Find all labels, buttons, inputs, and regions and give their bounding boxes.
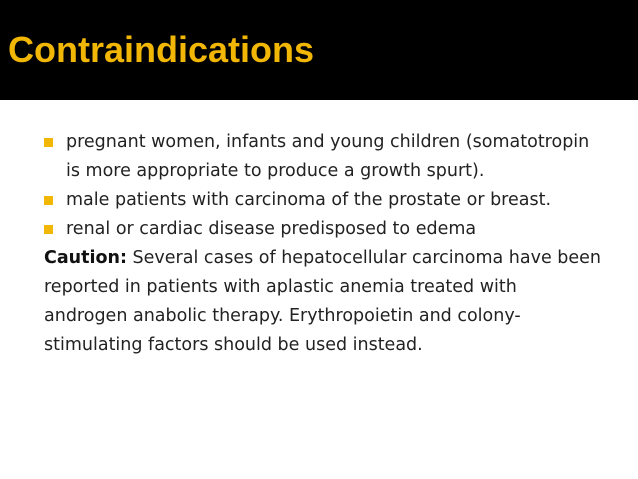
bullet-text: renal or cardiac disease predisposed to edema [66,219,477,239]
slide-title: Contraindications [8,29,315,70]
square-bullet-icon [44,196,53,205]
square-bullet-icon [44,138,53,147]
bullet-list [44,128,604,244]
slide-content [44,128,604,360]
caution-paragraph [44,244,604,360]
caution-text: Several cases of hepatocellular carcinoma have been reported in patients with aplastic anemia treated with androgen anabolic therapy. Erythropoietin and colony-stimulating factors should be used instead. [44,248,602,355]
bullet-item [44,186,604,215]
square-bullet-icon [44,225,53,234]
caution-label: Caution: [44,248,127,268]
bullet-text: pregnant women, infants and young children (somatotropin is more appropriate to produce a growth spurt). [66,132,590,181]
bullet-item [44,215,604,244]
bullet-text: male patients with carcinoma of the prostate or breast. [66,190,552,210]
bullet-item [44,128,604,186]
title-bar [0,0,638,100]
